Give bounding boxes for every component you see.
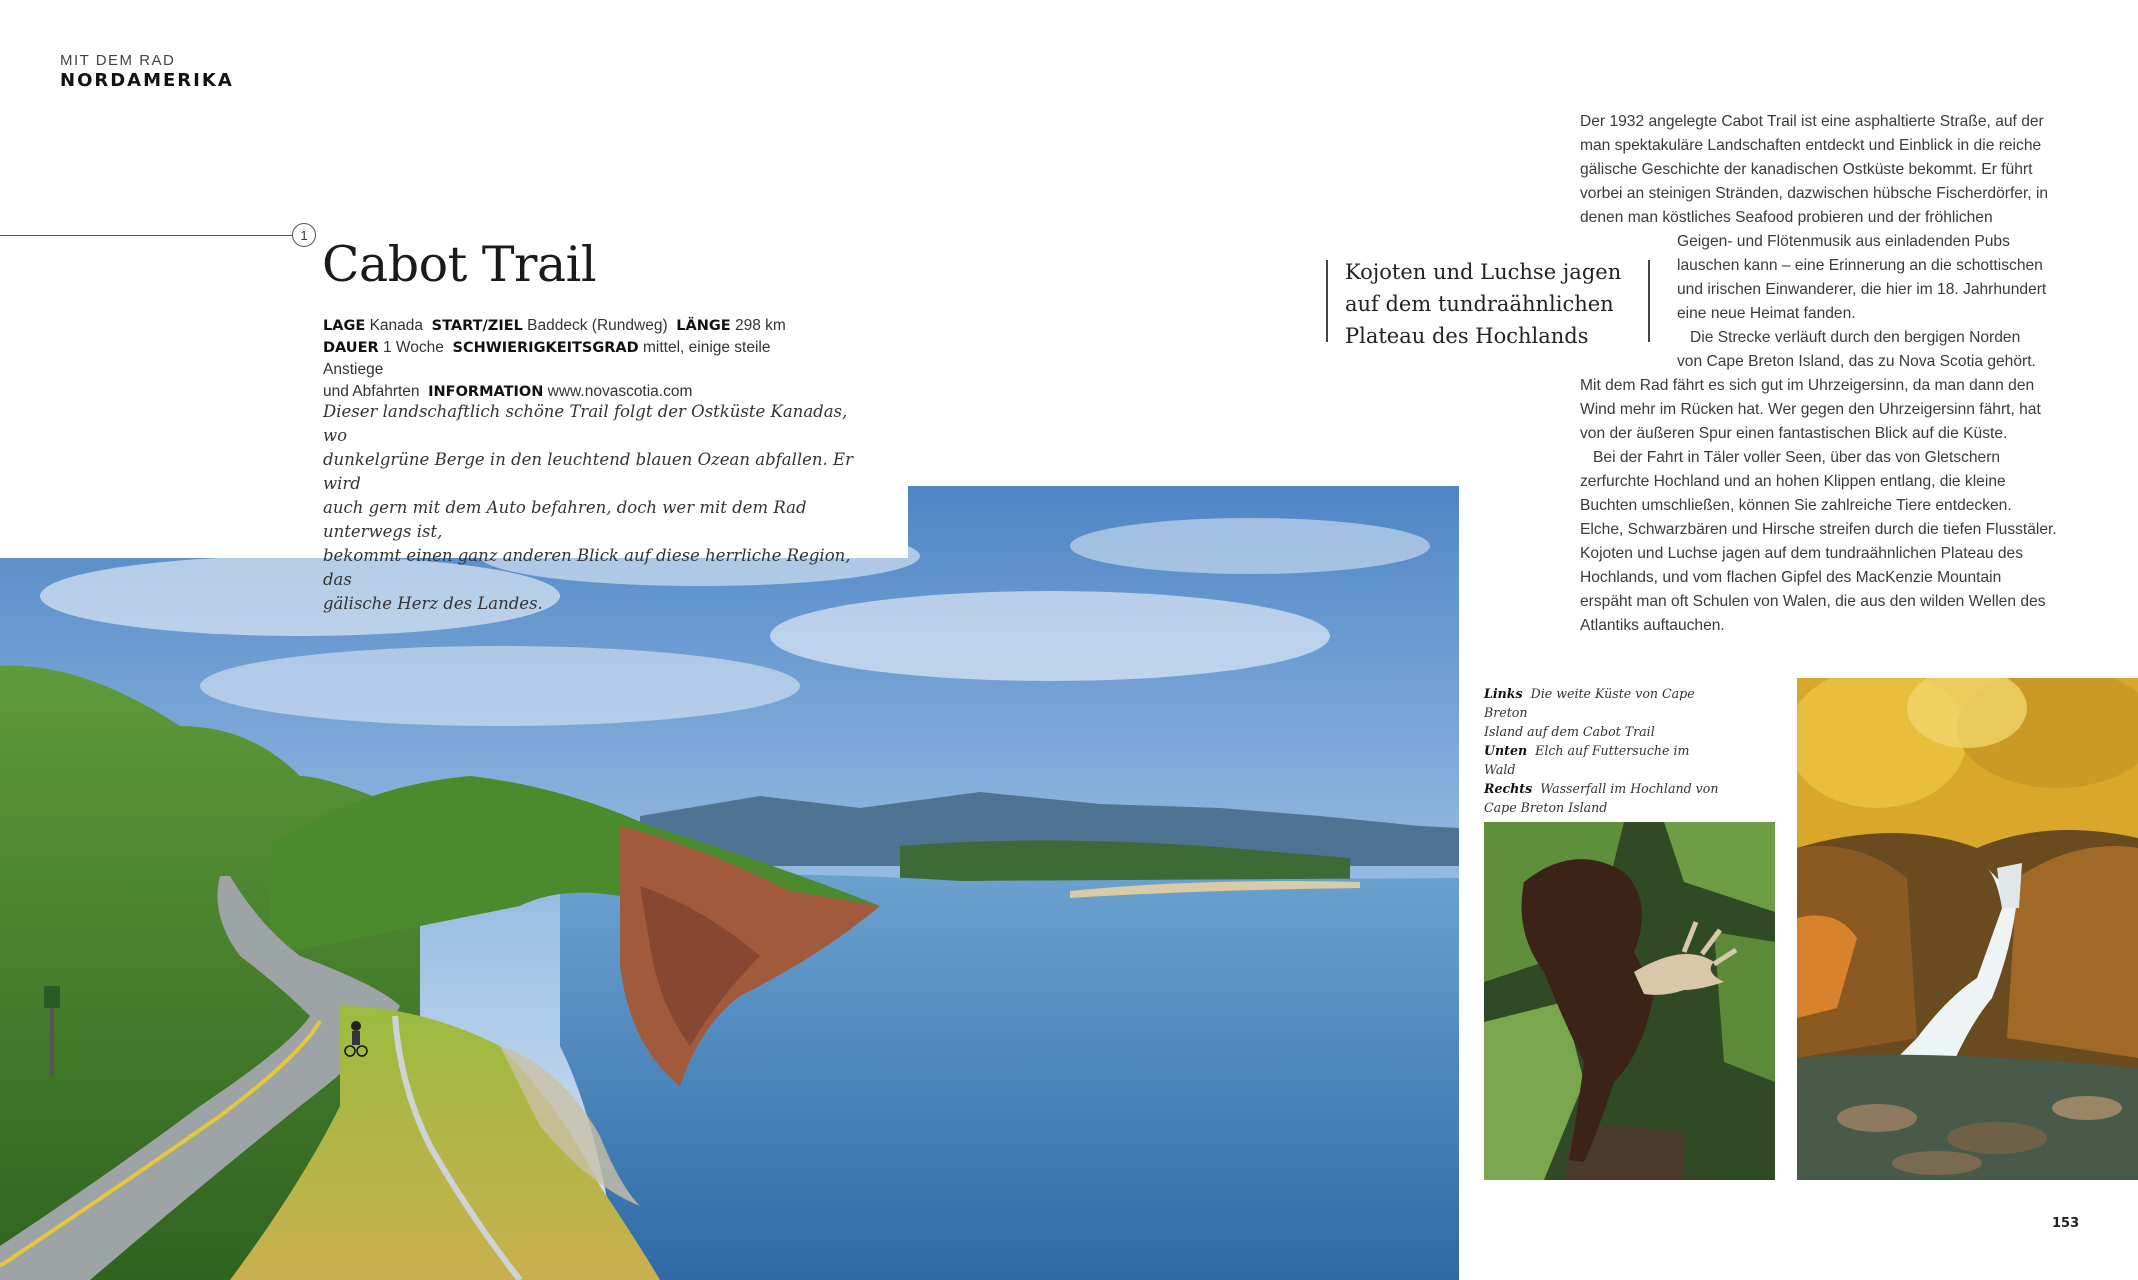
fact-lage: Kanada [369,317,424,334]
page-number: 153 [2052,1216,2080,1231]
fact-dauer: 1 Woche [382,339,444,356]
body-text-indented [1677,230,2046,374]
body-line: Atlantiks auftauchen. [1580,617,1725,634]
caption-label-rechts: Rechts [1484,781,1533,796]
fact-start: Baddeck (Rundweg) [527,317,668,334]
body-line: vorbei an steinigen Stränden, dazwischen hübsche Fischerdörfer, in [1580,185,2049,202]
intro-line: Dieser landschaftlich schöne Trail folgt der Ostküste Kanadas, wo [323,402,848,445]
chapter-kicker: MIT DEM RAD [60,52,176,69]
body-line: Hochlands, und vom flachen Gipfel des MacKenzie Mountain [1580,569,2002,586]
body-text-bottom [1580,374,2057,638]
fact-label-grad: SCHWIERIGKEITSGRAD [452,340,639,356]
body-line: von Cape Breton Island, das zu Nova Scotia gehört. [1677,353,2036,370]
caption-label-links: Links [1484,686,1523,701]
body-text-top [1580,110,2048,230]
body-line: Kojoten und Luchse jagen auf dem tundraähnlichen Plateau des [1580,545,2024,562]
entry-rule [0,235,292,236]
fact-laenge: 298 km [734,317,786,334]
waterfall-illustration [1797,678,2138,1180]
fact-label-lage: LAGE [323,318,366,334]
body-line: Der 1932 angelegte Cabot Trail ist eine asphaltierte Straße, auf der [1580,113,2044,130]
moose-illustration [1484,822,1775,1180]
body-line: man spektakuläre Landschaften entdeckt und Einblick in die reiche [1580,137,2042,154]
section-title: NORDAMERIKA [60,70,234,91]
caption-unten: Elch auf Futtersuche im Wald [1484,743,1690,777]
facts-block [323,315,823,403]
body-line: lauschen kann – eine Erinnerung an die schottischen [1677,257,2043,274]
fact-label-start: START/ZIEL [431,318,523,334]
intro-line: bekommt einen ganz anderen Blick auf diese herrliche Region, das [323,546,851,589]
body-line: von der äußeren Spur einen fantastischen Blick auf die Küste. [1580,425,2008,442]
body-line: zerfurchte Hochland und an hohen Klippen entlang, die kleine [1580,473,2006,490]
fact-grad: mittel, einige steile Anstiege [323,339,771,378]
pull-quote-line: Plateau des Hochlands [1345,324,1589,348]
body-line: gälische Geschichte der kanadischen Ostküste bekommt. Er führt [1580,161,2033,178]
caption-links-cont: Island auf dem Cabot Trail [1484,724,1655,739]
intro-line: gälische Herz des Landes. [323,594,543,613]
body-line: Wind mehr im Rücken hat. Wer gegen den Uhrzeigersinn fährt, hat [1580,401,2041,418]
page-title: Cabot Trail [322,236,597,293]
body-line: Geigen- und Flötenmusik aus einladenden Pubs [1677,233,2010,250]
pull-quote-line: auf dem tundraähnlichen [1345,292,1614,316]
photo-waterfall [1797,678,2138,1180]
body-line: Buchten umschließen, können Sie zahlreiche Tiere entdecken. [1580,497,2012,514]
fact-label-dauer: DAUER [323,340,379,356]
body-line: erspäht man oft Schulen von Walen, die aus den wilden Wellen des [1580,593,2046,610]
entry-number: 1 [292,223,316,247]
pull-quote-line: Kojoten und Luchse jagen [1345,260,1622,284]
body-line: Die Strecke verläuft durch den bergigen Norden [1677,329,2021,346]
photo-captions [1484,684,1724,817]
pull-quote [1345,256,1640,352]
fact-info-link[interactable]: www.novascotia.com [547,383,693,400]
photo-moose [1484,822,1775,1180]
fact-label-info: INFORMATION [428,384,544,400]
fact-label-laenge: LÄNGE [676,318,731,334]
caption-links: Die weite Küste von Cape Breton [1484,686,1695,720]
caption-rechts: Wasserfall im Hochland von [1540,781,1719,796]
body-line: und irischen Einwanderer, die hier im 18. Jahrhundert [1677,281,2047,298]
caption-label-unten: Unten [1484,743,1528,758]
fact-grad-cont: und Abfahrten [323,383,420,400]
body-line: Elche, Schwarzbären und Hirsche streifen durch die tiefen Flusstäler. [1580,521,2057,538]
intro-line: dunkelgrüne Berge in den leuchtend blauen Ozean abfallen. Er wird [323,450,853,493]
body-line: eine neue Heimat fanden. [1677,305,1856,322]
body-line: Mit dem Rad fährt es sich gut im Uhrzeigersinn, da man dann den [1580,377,2035,394]
intro-text [323,400,853,616]
body-line: Bei der Fahrt in Täler voller Seen, über das von Gletschern [1580,449,2001,466]
body-line: denen man köstliches Seafood probieren und der fröhlichen [1580,209,1993,226]
caption-rechts-cont: Cape Breton Island [1484,800,1608,815]
quote-bar-left [1326,260,1328,342]
quote-bar-right [1648,260,1650,342]
intro-line: auch gern mit dem Auto befahren, doch wer mit dem Rad unterwegs ist, [323,498,807,541]
